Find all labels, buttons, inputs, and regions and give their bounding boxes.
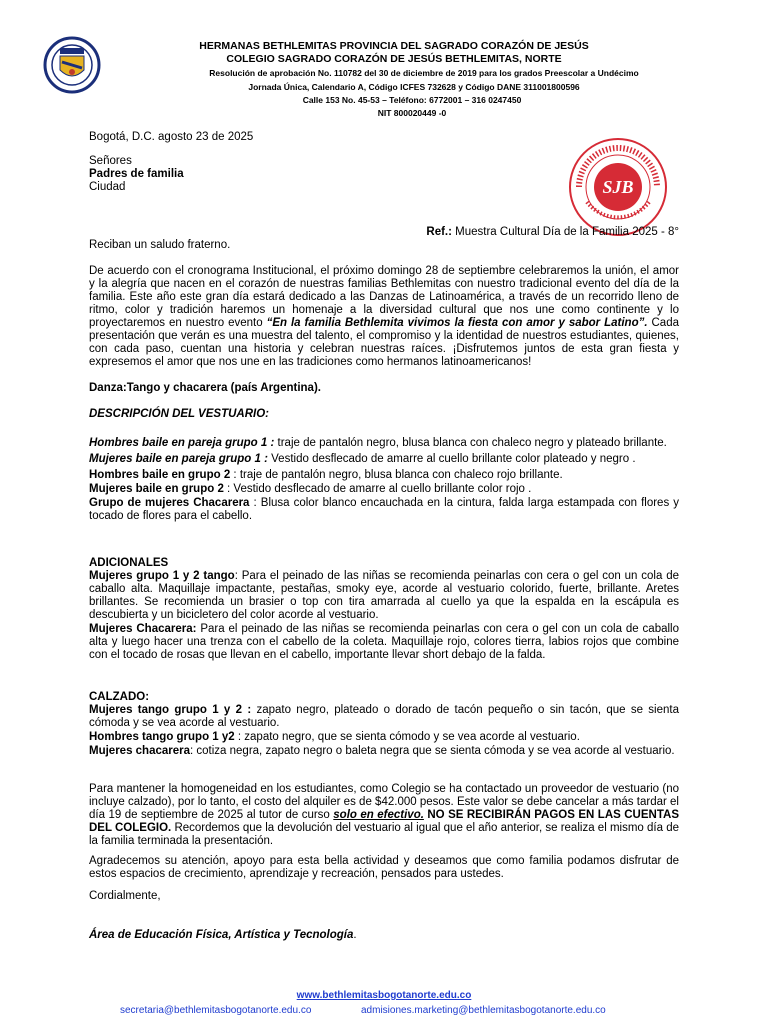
- footwear-item-label: Hombres tango grupo 1 y2: [89, 731, 235, 743]
- payment-text: Para mantener la homogeneidad en los estudiantes, como Colegio se ha contactado un proveedor de vestuario (no incluye calzado), por lo tanto, el costo del alquiler es de $42.000 pesos. Este valor se debe cancelar a más tardar el día 19 de septiembre de 2025 al tutor de curso: [89, 783, 679, 821]
- costume-item-label: Grupo de mujeres Chacarera: [89, 497, 250, 509]
- costume-item: [89, 469, 679, 482]
- reference-label: Ref.:: [426, 226, 452, 238]
- school-nit: NIT 800020449 -0: [377, 108, 447, 118]
- costume-item: [89, 437, 679, 450]
- costume-item-label: Mujeres baile en pareja grupo 1 :: [89, 453, 268, 465]
- greeting: Reciban un saludo fraterno.: [89, 239, 231, 251]
- footwear-item-label: Mujeres chacarera: [89, 745, 191, 757]
- costume-item-text: : Vestido desflecado de amarre al cuello brillante color rojo .: [223, 483, 532, 495]
- costume-item-label: Mujeres baile en grupo 2: [89, 483, 224, 495]
- no-bank-payments-note: NO SE RECIBIRÁN PAGOS EN LAS CUENTAS DEL COLEGIO.: [89, 809, 679, 834]
- additional-item-label: Mujeres grupo 1 y 2 tango: [89, 570, 235, 582]
- intro-text-end: Cada presentación que verán es una muestra del talento, el compromiso y la identidad de nuestros estudiantes, quienes, con cada paso, cuentan una historia y celebran nuestras raíces. ¡Disfrutemos juntos de esta gran fiesta y expresemos el amor que nos une en las tradiciones como hermanos latinoamericanos!: [89, 317, 679, 368]
- school-name: COLEGIO SAGRADO CORAZÓN DE JESÚS BETHLEMITAS, NORTE: [226, 53, 562, 65]
- school-address: Calle 153 No. 45-53 – Teléfono: 6772001 – 316 0247450: [302, 95, 522, 105]
- costume-section-title: DESCRIPCIÓN DEL VESTUARIO:: [89, 408, 269, 420]
- footwear-item-text: : cotiza negra, zapato negro o baleta negra que se sienta cómoda y se vea acorde al vestuario.: [190, 745, 675, 757]
- payment-text-end: Recordemos que la devolución del vestuario al igual que el año anterior, se realiza el mismo día de la familia terminada la presentación.: [89, 822, 679, 847]
- closing: Cordialmente,: [89, 890, 161, 902]
- approval-resolution: Resolución de aprobación No. 110782 del 30 de diciembre de 2019 para los grados Preescolar a Undécimo: [209, 68, 639, 78]
- event-slogan: “En la familia Bethlemita vivimos la fiesta con amor y sabor Latino”.: [266, 317, 648, 329]
- admissions-email-link[interactable]: admisiones.marketing@bethlemitasbogotanorte.edu.co: [361, 1005, 606, 1016]
- reference-text: Muestra Cultural Día de la Familia 2025 - 8°: [451, 226, 679, 238]
- thanks-paragraph: Agradecemos su atención, apoyo para esta bella actividad y deseamos que como familia podamos disfrutar de estos espacios de crecimiento, aprendizaje y recreación, pensados para ustedes.: [89, 855, 679, 880]
- costume-item: [89, 453, 679, 466]
- costume-item-text: : traje de pantalón negro, blusa blanca con chaleco rojo brillante.: [230, 469, 563, 481]
- recipient-city: Ciudad: [89, 181, 126, 193]
- costume-item-text: traje de pantalón negro, blusa blanca con chaleco negro y plateado brillante.: [274, 437, 667, 449]
- secretary-email-link[interactable]: secretaria@bethlemitasbogotanorte.edu.co: [120, 1005, 312, 1016]
- costume-item-text: : Blusa color blanco encauchada en la cintura, falda larga estampada con flores y tocado de flores para el cabello.: [89, 497, 679, 522]
- costume-list: [89, 437, 679, 523]
- website-link[interactable]: www.bethlemitasbogotanorte.edu.co: [296, 990, 472, 1001]
- signature-period: .: [353, 929, 357, 941]
- footwear-item-text: : zapato negro, que se sienta cómodo y se vea acorde al vestuario.: [234, 731, 580, 743]
- reference-line: [89, 226, 679, 239]
- additional-item-text: : Para el peinado de las niñas se recomienda peinarlas con cera o gel con un cola de caballo alta. Maquillaje impactante, pestañas, smoky eye, acorde al vestuario colorido, fuerte, brillante. Aretes brillantes. Se recomienda un brasier o top con tira amarrada al cuello ya que la espalda en la escápula es descubierta y un bicicletero del color acorde al vestuario.: [89, 570, 680, 621]
- costume-item: [89, 483, 679, 496]
- recipient-salutation: Señores: [89, 155, 132, 167]
- svg-text:SJB: SJB: [602, 177, 634, 197]
- letter-date: Bogotá, D.C. agosto 23 de 2025: [89, 131, 254, 143]
- additional-item: [89, 570, 679, 622]
- recipient-block: [89, 155, 679, 194]
- intro-text: De acuerdo con el cronograma Institucional, el próximo domingo 28 de septiembre celebraremos la unión, el amor y la alegría que nacen en el corazón de nuestras familias Bethlemitas con nuestro tradicional evento del día de la familia. Este año este gran día estará dedicado a las Danzas de Latinoamérica, a través de un recorrido lleno de ritmo, color y tradición haremos un homenaje a la diversidad cultural que nos une como continente y lo proyectaremos en nuestro evento: [89, 265, 679, 329]
- school-codes: Jornada Única, Calendario A, Código ICFES 732628 y Código DANE 311001800596: [248, 82, 580, 92]
- costume-item-label: Hombres baile en grupo 2: [89, 469, 231, 481]
- footwear-item-label: Mujeres tango grupo 1 y 2 :: [89, 704, 252, 716]
- intro-paragraph: [89, 265, 679, 369]
- footwear-section-title: CALZADO:: [89, 691, 150, 703]
- costume-item: [89, 497, 679, 523]
- footwear-item-text: zapato negro, plateado o dorado de tacón pequeño o sin tacón, que se sienta cómoda y se vea acorde al vestuario.: [89, 704, 679, 729]
- costume-item-text: Vestido desflecado de amarre al cuello brillante color plateado y negro .: [267, 453, 636, 465]
- additional-list: [89, 570, 679, 662]
- additional-item-text: Para el peinado de las niñas se recomienda peinarlas con cera o gel con un cola de caballo alta y luego hacer una trenza con el cabello de la coleta. Maquillaje rojo, colores tierra, labios rojos que combine con el tocado de rosas que llevan en el cabello, importante llevar short debajo de la falda.: [89, 623, 679, 661]
- payment-paragraph: [89, 783, 679, 848]
- costume-item-label: Hombres baile en pareja grupo 1 :: [89, 437, 275, 449]
- footwear-list: [89, 704, 679, 758]
- recipient-name: Padres de familia: [89, 168, 184, 180]
- dance-title: Danza:Tango y chacarera (país Argentina).: [89, 382, 321, 394]
- cash-only-note: solo en efectivo.: [333, 809, 424, 821]
- congregation-name: HERMANAS BETHLEMITAS PROVINCIA DEL SAGRADO CORAZÓN DE JESÚS: [199, 40, 589, 52]
- additional-section-title: ADICIONALES: [89, 557, 169, 569]
- footwear-item: [89, 745, 679, 758]
- footwear-item: [89, 731, 679, 744]
- additional-item-label: Mujeres Chacarera:: [89, 623, 197, 635]
- signature: [89, 929, 679, 942]
- footwear-item: [89, 704, 679, 730]
- signature-area: Área de Educación Física, Artística y Tecnología: [89, 929, 354, 941]
- additional-item: [89, 623, 679, 662]
